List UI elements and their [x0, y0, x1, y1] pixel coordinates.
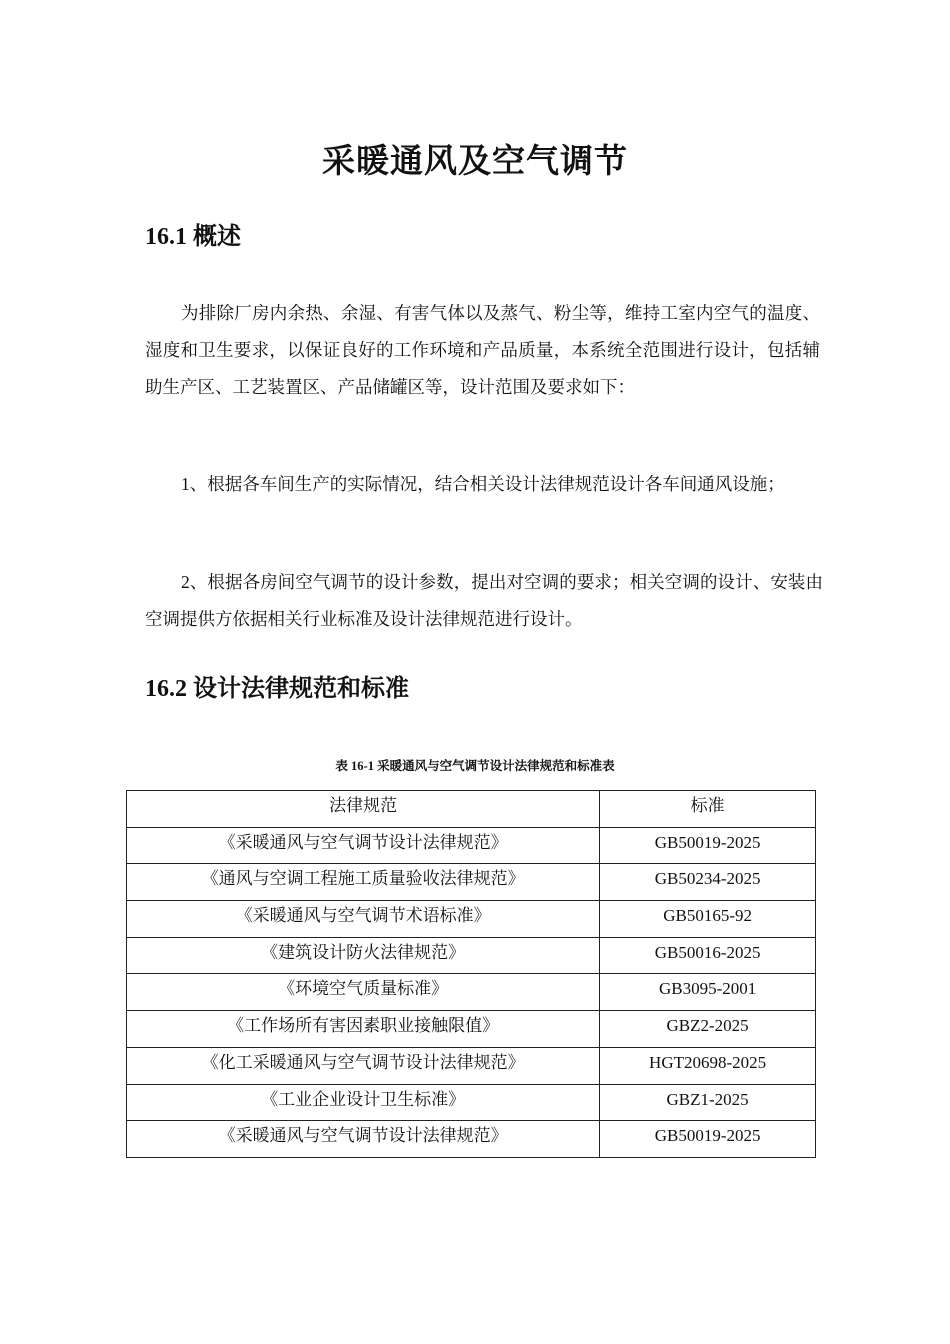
regulation-cell: 《通风与空调工程施工质量验收法律规范》 [127, 864, 600, 901]
table-header-row [127, 791, 816, 828]
table-row [127, 1047, 816, 1084]
standard-code-cell: GBZ2-2025 [600, 1011, 816, 1048]
regulation-cell: 《化工采暖通风与空气调节设计法律规范》 [127, 1047, 600, 1084]
table-row [127, 1121, 816, 1158]
regulation-cell: 《采暖通风与空气调节设计法律规范》 [127, 1121, 600, 1158]
document-title: 采暖通风及空气调节 [322, 144, 628, 180]
paragraph-item-1: 1、根据各车间生产的实际情况，结合相关设计法律规范设计各车间通风设施； [181, 474, 785, 494]
column-header-standard: 标准 [600, 791, 816, 828]
standard-code-cell: GBZ1-2025 [600, 1084, 816, 1121]
paragraph-intro: 为排除厂房内余热、余湿、有害气体以及蒸气、粉尘等，维持工室内空气的温度、湿度和卫生要求，以保证良好的工作环境和产品质量，本系统全范围进行设计，包括辅助生产区、工艺装置区、产品储罐区等，设计范围及要求如下： [145, 303, 820, 397]
regulation-cell: 《建筑设计防火法律规范》 [127, 937, 600, 974]
standard-code-cell: HGT20698-2025 [600, 1047, 816, 1084]
regulation-cell: 《工作场所有害因素职业接触限值》 [127, 1011, 600, 1048]
standard-code-cell: GB3095-2001 [600, 974, 816, 1011]
table-row [127, 1011, 816, 1048]
regulation-cell: 《采暖通风与空气调节术语标准》 [127, 901, 600, 938]
standard-code-cell: GB50016-2025 [600, 937, 816, 974]
standards-table [126, 790, 816, 1158]
standard-code-cell: GB50019-2025 [600, 1121, 816, 1158]
column-header-regulation: 法律规范 [127, 791, 600, 828]
standard-code-cell: GB50234-2025 [600, 864, 816, 901]
table-row [127, 937, 816, 974]
section-heading-standards: 16.2 设计法律规范和标准 [145, 676, 409, 702]
paragraph-item-2: 2、根据各房间空气调节的设计参数，提出对空调的要求；相关空调的设计、安装由空调提供方依据相关行业标准及设计法律规范进行设计。 [145, 572, 823, 629]
table-row [127, 901, 816, 938]
regulation-cell: 《采暖通风与空气调节设计法律规范》 [127, 827, 600, 864]
standard-code-cell: GB50019-2025 [600, 827, 816, 864]
table-row [127, 827, 816, 864]
table-row [127, 864, 816, 901]
regulation-cell: 《工业企业设计卫生标准》 [127, 1084, 600, 1121]
regulation-cell: 《环境空气质量标准》 [127, 974, 600, 1011]
table-row [127, 1084, 816, 1121]
standard-code-cell: GB50165-92 [600, 901, 816, 938]
section-heading-overview: 16.1 概述 [145, 224, 241, 250]
table-caption: 表 16-1 采暖通风与空气调节设计法律规范和标准表 [335, 759, 615, 773]
table-row [127, 974, 816, 1011]
